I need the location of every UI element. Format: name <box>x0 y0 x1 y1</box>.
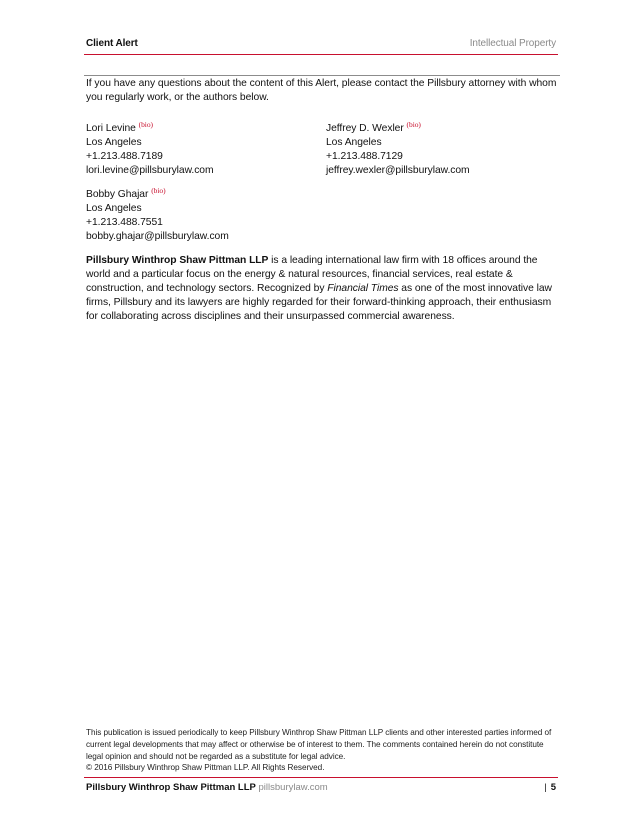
page-separator: | <box>544 782 547 793</box>
contact-card <box>326 118 546 178</box>
contact-email[interactable]: lori.levine@pillsburylaw.com <box>86 165 214 176</box>
bio-link[interactable]: (bio) <box>138 120 153 129</box>
bio-link[interactable]: (bio) <box>406 120 421 129</box>
contact-name: Bobby Ghajar <box>86 189 149 200</box>
intro-paragraph: If you have any questions about the content of this Alert, please contact the Pillsbury attorney with whom you regularly work, or the authors below. <box>86 78 557 103</box>
contact-card <box>86 184 306 244</box>
contact-city: Los Angeles <box>86 137 142 148</box>
footer-firm-name: Pillsbury Winthrop Shaw Pittman LLP <box>86 782 256 793</box>
firm-text-part1: is a leading international law firm with 18 offices around the world and a particular focus on the energy & natural resources, financial services, real estate & construction, and technology sectors. Recognized by <box>86 255 538 294</box>
contact-email[interactable]: jeffrey.wexler@pillsburylaw.com <box>326 165 470 176</box>
publication-name: Financial Times <box>327 283 399 294</box>
contact-phone: +1.213.488.7189 <box>86 151 163 162</box>
disclaimer-text: This publication is issued periodically to keep Pillsbury Winthrop Shaw Pittman LLP clients and other interested parties informed of current legal developments that may affect or otherwise be of interest to them. The comments contained herein do not constitute legal opinion and should not be regarded as a substitute for legal advice. <box>86 728 552 761</box>
firm-name: Pillsbury Winthrop Shaw Pittman LLP <box>86 255 269 266</box>
content-rule <box>84 75 560 76</box>
contact-name: Jeffrey D. Wexler <box>326 123 404 134</box>
contact-name: Lori Levine <box>86 123 136 134</box>
page-number: 5 <box>550 782 556 793</box>
header-label: Client Alert <box>86 38 138 49</box>
contact-city: Los Angeles <box>326 137 382 148</box>
header-section: Intellectual Property <box>469 38 556 49</box>
disclaimer <box>86 727 556 774</box>
bio-link[interactable]: (bio) <box>151 186 166 195</box>
header-rule <box>84 54 558 55</box>
footer-url[interactable]: pillsburylaw.com <box>258 782 328 793</box>
contact-email[interactable]: bobby.ghajar@pillsburylaw.com <box>86 231 229 242</box>
contact-city: Los Angeles <box>86 203 142 214</box>
contact-card <box>86 118 306 178</box>
firm-text-part2: as one of the most innovative law firms, Pillsbury and its lawyers are highly regarded for their forward-thinking approach, their enthusiasm for collaborating across disciplines and their unsurpassed commercial awareness. <box>86 283 552 322</box>
footer-rule <box>84 777 558 778</box>
contact-phone: +1.213.488.7129 <box>326 151 403 162</box>
page-indicator <box>544 782 556 793</box>
copyright-notice: © 2016 Pillsbury Winthrop Shaw Pittman LLP. All Rights Reserved. <box>86 763 325 773</box>
contact-phone: +1.213.488.7551 <box>86 217 163 228</box>
footer-brand <box>86 782 328 793</box>
firm-description <box>86 254 560 324</box>
